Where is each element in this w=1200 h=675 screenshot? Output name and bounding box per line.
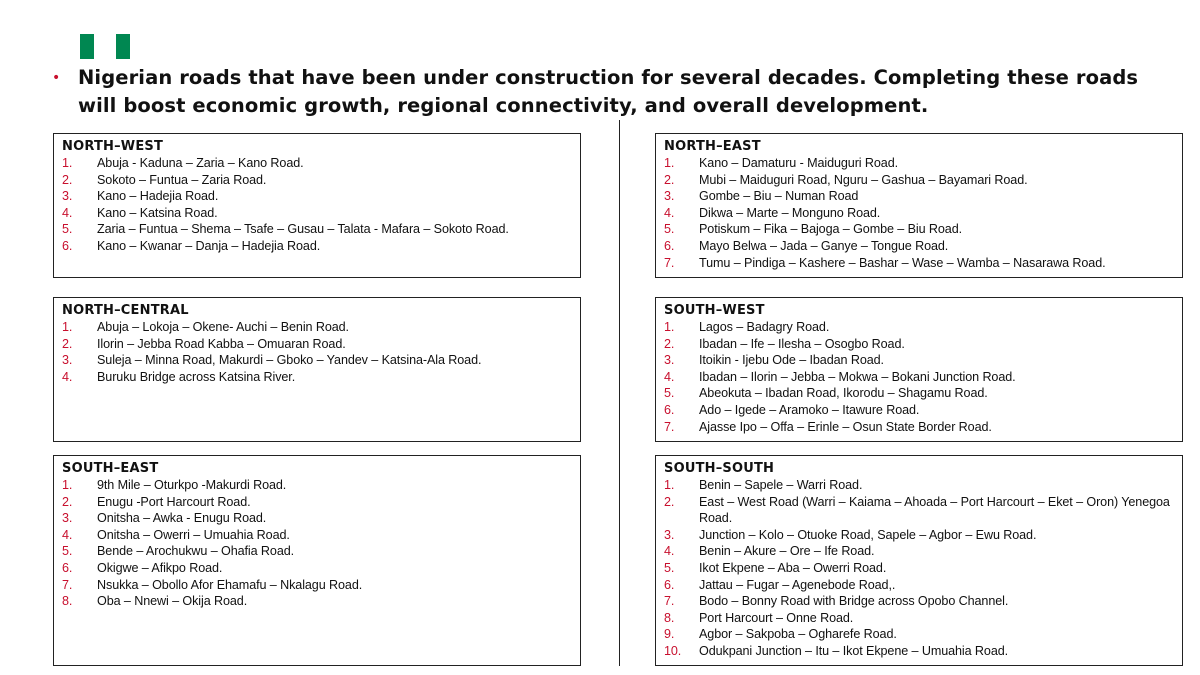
road-name: Onitsha – Awka - Enugu Road. [97,511,267,526]
region-box-south-south [655,455,1183,666]
road-name: Suleja – Minna Road, Makurdi – Gboko – Yandev – Katsina-Ala Road. [97,353,482,368]
road-name: Kano – Kwanar – Danja – Hadejia Road. [97,238,321,253]
road-item [62,336,572,353]
road-number: 4. [62,369,73,384]
road-number: 1. [664,156,675,170]
road-number: 3. [62,353,73,368]
road-name: Bodo – Bonny Road with Bridge across Opobo Channel. [699,594,1009,609]
road-item [664,352,1174,369]
road-number: 3. [62,511,73,526]
road-item [664,593,1174,610]
road-item [664,494,1174,527]
road-number: 9. [664,627,675,642]
road-name: Mubi – Maiduguri Road, Nguru – Gashua – Bayamari Road. [699,172,1028,187]
region-title: SOUTH–EAST [62,461,159,476]
road-item [62,319,572,336]
headline [52,64,1172,120]
road-number: 10. [664,643,682,658]
road-number: 8. [664,610,675,625]
road-name: East – West Road (Warri – Kaiama – Ahoada – Port Harcourt – Eket – Oron) Yenegoa Road. [699,494,1170,526]
region-box-north-east [655,133,1183,278]
road-number: 1. [62,478,73,492]
road-item [62,172,572,189]
road-number: 1. [62,156,73,170]
road-number: 2. [62,172,73,187]
road-name: Enugu -Port Harcourt Road. [97,494,251,509]
road-item [664,238,1174,255]
road-item [664,155,1174,172]
road-number: 1. [62,320,73,334]
road-name: Tumu – Pindiga – Kashere – Bashar – Wase – Wamba – Nasarawa Road. [699,255,1106,270]
road-list [62,155,572,255]
headline-text: Nigerian roads that have been under construction for several decades. Completing these roads will boost economic growth, regional connectivity, and overall development. [78,66,1139,117]
road-number: 7. [664,255,675,270]
road-item [62,477,572,494]
flag-green-bar-left [80,34,94,59]
road-list [62,477,572,610]
road-name: Lagos – Badagry Road. [699,320,830,334]
road-number: 4. [62,205,73,220]
road-item [664,610,1174,627]
road-name: Ado – Igede – Aramoko – Itawure Road. [699,402,920,417]
road-number: 6. [664,238,675,253]
region-box-north-central [53,297,581,442]
flag-green-bar-right [116,34,130,59]
road-number: 1. [664,478,675,492]
road-number: 3. [664,353,675,368]
road-item [664,643,1174,660]
road-name: Ajasse Ipo – Offa – Erinle – Osun State Border Road. [699,419,992,434]
region-box-south-east [53,455,581,666]
road-number: 3. [664,189,675,204]
road-name: Kano – Hadejia Road. [97,189,219,204]
road-list [664,155,1174,271]
road-name: Ikot Ekpene – Aba – Owerri Road. [699,560,887,575]
headline-bullet: • [52,70,61,86]
region-title: NORTH–CENTRAL [62,303,189,318]
road-number: 1. [664,320,675,334]
region-title: SOUTH–SOUTH [664,461,775,476]
road-item [62,369,572,386]
nigeria-flag-icon [80,34,130,59]
road-item [62,543,572,560]
road-name: Agbor – Sakpoba – Ogharefe Road. [699,627,897,642]
region-title: NORTH–WEST [62,139,164,154]
road-name: Onitsha – Owerri – Umuahia Road. [97,527,290,542]
road-number: 5. [664,222,675,237]
road-item [62,205,572,222]
road-number: 2. [664,172,675,187]
road-item [664,402,1174,419]
road-name: Sokoto – Funtua – Zaria Road. [97,172,267,187]
road-item [62,527,572,544]
road-item [664,385,1174,402]
road-name: Benin – Sapele – Warri Road. [699,478,863,492]
road-name: Itoikin - Ijebu Ode – Ibadan Road. [699,353,884,368]
road-item [664,626,1174,643]
road-number: 4. [664,544,675,559]
road-name: Odukpani Junction – Itu – Ikot Ekpene – Umuahia Road. [699,643,1009,658]
road-name: Ilorin – Jebba Road Kabba – Omuaran Road. [97,336,346,351]
road-item [664,419,1174,436]
road-item [664,205,1174,222]
road-item [664,543,1174,560]
road-item [62,577,572,594]
road-item [664,319,1174,336]
road-number: 3. [664,527,675,542]
road-item [664,560,1174,577]
road-number: 3. [62,189,73,204]
road-name: Kano – Katsina Road. [97,205,218,220]
road-number: 2. [664,494,675,509]
road-item [664,221,1174,238]
road-name: Jattau – Fugar – Agenebode Road,. [699,577,896,592]
road-number: 5. [62,222,73,237]
road-list [664,319,1174,435]
road-name: Abeokuta – Ibadan Road, Ikorodu – Shagamu Road. [699,386,988,401]
road-number: 4. [62,527,73,542]
road-name: Zaria – Funtua – Shema – Tsafe – Gusau – Talata - Mafara – Sokoto Road. [97,222,509,237]
road-number: 2. [664,336,675,351]
region-title: NORTH–EAST [664,139,761,154]
road-number: 8. [62,594,73,609]
road-number: 6. [62,560,73,575]
road-name: Mayo Belwa – Jada – Ganye – Tongue Road. [699,238,949,253]
road-name: Kano – Damaturu - Maiduguri Road. [699,156,899,170]
road-name: Abuja - Kaduna – Zaria – Kano Road. [97,156,304,170]
road-number: 4. [664,369,675,384]
road-number: 5. [664,386,675,401]
road-number: 5. [664,560,675,575]
road-number: 6. [664,577,675,592]
road-number: 6. [664,402,675,417]
road-item [664,255,1174,272]
road-number: 5. [62,544,73,559]
column-divider [619,120,620,666]
road-name: 9th Mile – Oturkpo -Makurdi Road. [97,478,287,492]
road-list [664,477,1174,660]
road-name: Port Harcourt – Onne Road. [699,610,854,625]
road-name: Ibadan – Ilorin – Jebba – Mokwa – Bokani Junction Road. [699,369,1016,384]
road-number: 2. [62,494,73,509]
road-item [62,494,572,511]
road-number: 6. [62,238,73,253]
road-name: Bende – Arochukwu – Ohafia Road. [97,544,295,559]
road-name: Buruku Bridge across Katsina River. [97,369,296,384]
road-item [62,238,572,255]
road-item [62,155,572,172]
road-name: Abuja – Lokoja – Okene- Auchi – Benin Road. [97,320,349,334]
road-name: Dikwa – Marte – Monguno Road. [699,205,881,220]
road-name: Okigwe – Afikpo Road. [97,560,223,575]
road-name: Oba – Nnewi – Okija Road. [97,594,248,609]
road-item [62,188,572,205]
road-name: Benin – Akure – Ore – Ife Road. [699,544,875,559]
road-number: 7. [62,577,73,592]
road-item [62,510,572,527]
road-item [664,172,1174,189]
region-title: SOUTH–WEST [664,303,765,318]
road-item [62,560,572,577]
road-item [664,336,1174,353]
road-item [664,477,1174,494]
road-name: Nsukka – Obollo Afor Ehamafu – Nkalagu Road. [97,577,363,592]
road-name: Gombe – Biu – Numan Road [699,189,859,204]
road-item [664,369,1174,386]
road-item [664,527,1174,544]
region-box-north-west [53,133,581,278]
road-item [664,577,1174,594]
road-number: 4. [664,205,675,220]
road-number: 7. [664,594,675,609]
road-number: 2. [62,336,73,351]
road-item [62,352,572,369]
road-name: Junction – Kolo – Otuoke Road, Sapele – Agbor – Ewu Road. [699,527,1037,542]
road-list [62,319,572,385]
road-item [664,188,1174,205]
road-name: Ibadan – Ife – Ilesha – Osogbo Road. [699,336,905,351]
road-item [62,593,572,610]
road-name: Potiskum – Fika – Bajoga – Gombe – Biu Road. [699,222,963,237]
road-item [62,221,572,238]
road-number: 7. [664,419,675,434]
region-box-south-west [655,297,1183,442]
